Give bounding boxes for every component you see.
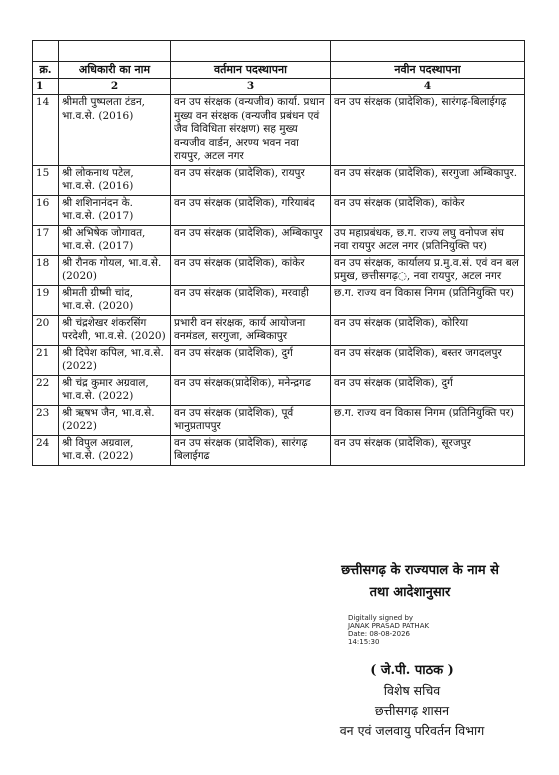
new-posting-cell: वन उप संरक्षक, कार्यालय प्र.मु.व.सं. एवं वन बल प्रमुख, छत्तीसगढ़◌, नवा रायपुर, अटल नगर [331,255,525,285]
col-header-current: वर्तमान पदस्थापना [171,62,331,79]
order-line-1: छत्तीसगढ़ के राज्यपाल के नाम से [341,563,499,578]
table-row [33,285,525,315]
dsig-line: 14:15:30 [348,638,380,646]
officer-name-cell: श्री दिपेश कपिल, भा.व.से. (2022) [59,345,171,375]
current-posting-cell: वन उप संरक्षक (प्रादेशिक), दुर्ग [171,345,331,375]
new-posting-cell: वन उप संरक्षक (प्रादेशिक), बस्तर जगदलपुर [331,345,525,375]
officer-name-cell: श्री चंद्रशेखर शंकरसिंग परदेशी, भा.व.से. (2020) [59,315,171,345]
signatory-govt: छत्तीसगढ़ शासन [374,703,450,718]
table-row [33,375,525,405]
officer-name-cell: श्री शशिनानंदन के. भा.व.से. (2017) [59,195,171,225]
table-row [33,195,525,225]
officer-name-cell: श्री विपुल अग्रवाल, भा.व.से. (2022) [59,435,171,465]
current-posting-cell: वन उप संरक्षक(प्रादेशिक), मनेन्द्रगढ [171,375,331,405]
new-posting-cell: वन उप संरक्षक (प्रादेशिक), सारंगढ़-बिलाईगढ़ [331,95,525,166]
signatory-department: वन एवं जलवायु परिवर्तन विभाग [339,723,485,738]
signatory-name: ( जे.पी. पाठक ) [370,663,454,678]
order-line-2: तथा आदेशानुसार [369,585,451,600]
digital-signature-block [348,614,429,646]
new-posting-cell: छ.ग. राज्य वन विकास निगम (प्रतिनियुक्ति पर) [331,285,525,315]
index-cell: 1 [33,78,59,95]
dsig-line: Digitally signed by [348,614,414,622]
table-row [33,95,525,166]
posting-table [32,40,525,466]
new-posting-cell: वन उप संरक्षक (प्रादेशिक), कोरिया [331,315,525,345]
current-posting-cell: वन उप संरक्षक (प्रादेशिक), सारंगढ़ बिलाईगढ [171,435,331,465]
table-row [33,435,525,465]
serial-cell: 18 [33,255,59,285]
new-posting-cell: वन उप संरक्षक (प्रादेशिक), सूरजपुर [331,435,525,465]
dsig-line: Date: 08-08-2026 [348,630,410,638]
index-cell: 2 [59,78,171,95]
officer-name-cell: श्री चंद्र कुमार अग्रवाल, भा.व.से. (2022) [59,375,171,405]
serial-cell: 23 [33,405,59,435]
serial-cell: 15 [33,165,59,195]
serial-cell: 17 [33,225,59,255]
serial-cell: 22 [33,375,59,405]
serial-cell: 14 [33,95,59,166]
index-cell: 3 [171,78,331,95]
current-posting-cell: वन उप संरक्षक (प्रादेशिक), अम्बिकापुर [171,225,331,255]
new-posting-cell: वन उप संरक्षक (प्रादेशिक), सरगुजा अम्बिकापुर. [331,165,525,195]
table-row [33,165,525,195]
table-row [33,405,525,435]
current-posting-cell: वन उप संरक्षक (प्रादेशिक), रायपुर [171,165,331,195]
table-row [33,315,525,345]
index-cell: 4 [331,78,525,95]
officer-name-cell: श्री ऋषभ जैन, भा.व.से. (2022) [59,405,171,435]
serial-cell: 16 [33,195,59,225]
current-posting-cell: प्रभारी वन संरक्षक, कार्य आयोजना वनमंडल, सरगुजा, अम्बिकापुर [171,315,331,345]
dsig-line: JANAK PRASAD PATHAK [348,622,430,630]
officer-name-cell: श्रीमती ग्रीष्मी चांद, भा.व.से. (2020) [59,285,171,315]
index-row [33,78,525,95]
serial-cell: 20 [33,315,59,345]
current-posting-cell: वन उप संरक्षक (वन्यजीव) कार्या. प्रधान मुख्य वन संरक्षक (वन्यजीव प्रबंधन एवं जैव विविधिता संरक्षण) सह मुख्य वन्यजीव वार्डन, अरण्य भवन नवा रायपुर, अटल नगर [171,95,331,166]
table-row [33,255,525,285]
serial-cell: 24 [33,435,59,465]
col-header-new: नवीन पदस्थापना [331,62,525,79]
current-posting-cell: वन उप संरक्षक (प्रादेशिक), गरियाबंद [171,195,331,225]
current-posting-cell: वन उप संरक्षक (प्रादेशिक), पूर्व भानुप्रतापपुर [171,405,331,435]
new-posting-cell: वन उप संरक्षक (प्रादेशिक), कांकेर [331,195,525,225]
table-row [33,345,525,375]
officer-name-cell: श्री रौनक गोयल, भा.व.से. (2020) [59,255,171,285]
current-posting-cell: वन उप संरक्षक (प्रादेशिक), मरवाही [171,285,331,315]
header-row [33,62,525,79]
signatory-designation: विशेष सचिव [383,683,441,698]
new-posting-cell: छ.ग. राज्य वन विकास निगम (प्रतिनियुक्ति पर) [331,405,525,435]
officer-name-cell: श्रीमती पुष्पलता टंडन, भा.व.से. (2016) [59,95,171,166]
col-header-serial: क्र. [33,62,59,79]
serial-cell: 21 [33,345,59,375]
blank-header-row [33,41,525,62]
current-posting-cell: वन उप संरक्षक (प्रादेशिक), कांकेर [171,255,331,285]
col-header-officer: अधिकारी का नाम [59,62,171,79]
officer-name-cell: श्री लोकनाथ पटेल, भा.व.से. (2016) [59,165,171,195]
officer-name-cell: श्री अभिषेक जोगावत, भा.व.से. (2017) [59,225,171,255]
serial-cell: 19 [33,285,59,315]
table-row [33,225,525,255]
new-posting-cell: वन उप संरक्षक (प्रादेशिक), दुर्ग [331,375,525,405]
new-posting-cell: उप महाप्रबंधक, छ.ग. राज्य लघु वनोपज संघ नवा रायपुर अटल नगर (प्रतिनियुक्ति पर) [331,225,525,255]
